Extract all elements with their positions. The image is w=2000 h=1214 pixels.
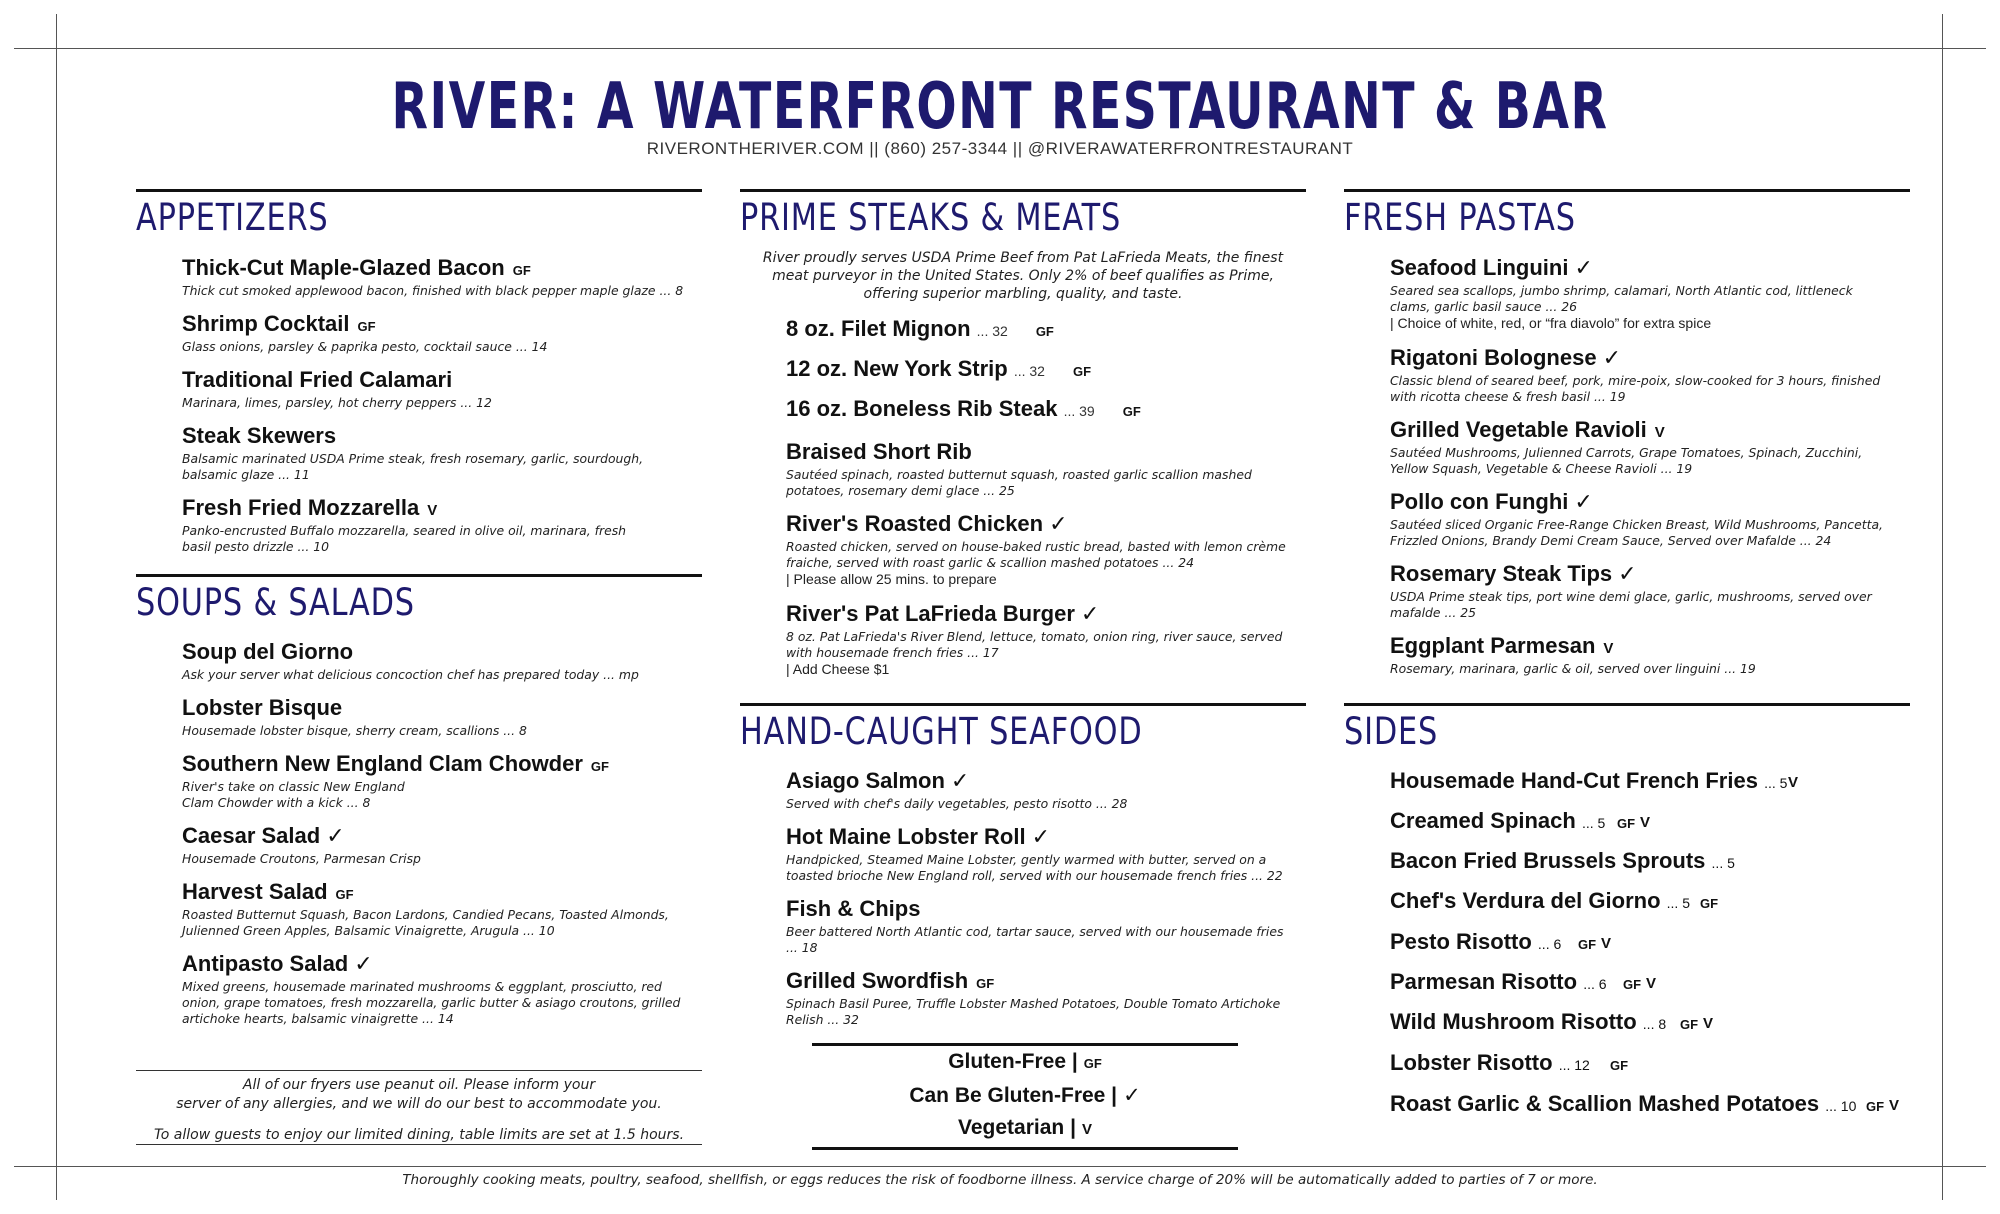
vegetarian-tag: V: [1081, 1121, 1092, 1138]
menu-item: [786, 356, 1286, 382]
item-name: Pollo con Funghi: [1390, 489, 1569, 514]
vegetarian-tag: V: [427, 502, 438, 519]
item-description: Roasted Butternut Squash, Bacon Lardons, Candied Pecans, Toasted Almonds, Julienned Green Apples, Balsamic Vinaigrette, Arugula ... 10: [182, 907, 669, 938]
side-item: [1390, 808, 1605, 834]
section-rule: [136, 574, 702, 577]
menu-item: [182, 311, 702, 355]
item-name: Grilled Vegetable Ravioli: [1390, 417, 1647, 442]
side-item: [1390, 929, 1561, 955]
crop-mark: [56, 14, 57, 1200]
item-name: Soup del Giorno: [182, 639, 354, 664]
item-name: Caesar Salad: [182, 823, 321, 848]
menu-item: [786, 824, 1286, 884]
vegetarian-tag: V: [1654, 424, 1665, 441]
gluten-free-tag: GF: [1610, 1058, 1629, 1073]
item-name: Asiago Salmon: [786, 768, 945, 793]
item-name: Lobster Bisque: [182, 695, 343, 720]
menu-item: [786, 316, 1286, 342]
menu-item: [1390, 633, 1895, 677]
item-description: Housemade lobster bisque, sherry cream, scallions ... 8: [182, 723, 527, 738]
item-description: Marinara, limes, parsley, hot cherry peppers ... 12: [182, 395, 492, 410]
side-item: [1390, 848, 1735, 874]
item-name: Pesto Risotto: [1390, 929, 1532, 954]
item-price: ... 32: [1013, 363, 1045, 379]
gluten-free-tag: GF: [1680, 1017, 1699, 1032]
vegetarian-tag: V: [1703, 1015, 1714, 1032]
gluten-free-tag: GF: [512, 263, 531, 278]
check-icon: ✓: [1080, 601, 1100, 626]
section-rule: [740, 189, 1306, 192]
side-item: [1390, 1091, 1856, 1117]
section-title-soups-salads: SOUPS & SALADS: [136, 581, 415, 624]
item-name: 8 oz. Filet Mignon: [786, 316, 971, 341]
gluten-free-tag: GF: [1083, 1056, 1102, 1071]
gluten-free-tag: GF: [1623, 977, 1642, 992]
divider: [136, 1144, 702, 1145]
legend-vegetarian: [812, 1116, 1238, 1140]
item-description: Served with chef's daily vegetables, pesto risotto ... 28: [786, 796, 1128, 811]
section-rule: [1344, 189, 1910, 192]
menu-item: [1390, 489, 1895, 549]
item-name: Thick-Cut Maple-Glazed Bacon: [182, 255, 505, 280]
item-description: Classic blend of seared beef, pork, mire-poix, slow-cooked for 3 hours, finished with ricotta cheese & fresh basil ... 19: [1390, 373, 1881, 404]
check-icon: ✓: [1049, 511, 1068, 536]
gluten-free-tag: GF: [1617, 816, 1636, 831]
item-name: Harvest Salad: [182, 879, 328, 904]
item-description: Seared sea scallops, jumbo shrimp, calamari, North Atlantic cod, littleneck clams, garlic basil sauce ... 26: [1390, 283, 1853, 314]
side-item: [1390, 1050, 1590, 1076]
check-icon: ✓: [354, 951, 373, 976]
menu-item: [182, 367, 702, 411]
item-name: Traditional Fried Calamari: [182, 367, 453, 392]
item-price: ... 6: [1537, 936, 1562, 952]
menu-item: [182, 495, 652, 555]
check-icon: ✓: [950, 768, 970, 793]
item-name: Grilled Swordfish: [786, 968, 969, 993]
section-rule: [1344, 703, 1910, 706]
vegetarian-tag: V: [1640, 814, 1651, 831]
vegetarian-tag: V: [1601, 935, 1612, 952]
check-icon: ✓: [1618, 561, 1637, 586]
item-description: Panko-encrusted Buffalo mozzarella, seared in olive oil, marinara, fresh basil pesto drizzle ... 10: [182, 523, 627, 554]
section-rule: [740, 703, 1306, 706]
crop-mark: [1942, 14, 1943, 1200]
section-rule: [136, 189, 702, 192]
item-description: Spinach Basil Puree, Truffle Lobster Mashed Potatoes, Double Tomato Artichoke Relish ... 32: [786, 996, 1281, 1027]
item-description: Thick cut smoked applewood bacon, finished with black pepper maple glaze ... 8: [182, 283, 684, 298]
section-title-seafood: HAND-CAUGHT SEAFOOD: [740, 710, 1143, 753]
item-name: Fresh Fried Mozzarella: [182, 495, 420, 520]
item-note: | Choice of white, red, or “fra diavolo” for extra spice: [1390, 315, 1712, 331]
menu-item: [786, 511, 1286, 588]
item-description: Ask your server what delicious concoction chef has prepared today ... mp: [182, 667, 639, 682]
menu-item: [182, 823, 702, 867]
menu-item: [1390, 417, 1895, 477]
item-name: Lobster Risotto: [1390, 1050, 1553, 1075]
legend-label: Vegetarian |: [958, 1116, 1076, 1139]
item-description: 8 oz. Pat LaFrieda's River Blend, lettuce, tomato, onion ring, river sauce, served with housemade french fries ... 17: [786, 629, 1283, 660]
beef-intro: River proudly serves USDA Prime Beef from Pat LaFrieda Meats, the finest meat purveyor in the United States. Only 2% of beef qualifies as Prime, offering superior marbling, quality, and taste.: [762, 250, 1284, 302]
item-price: ... 32: [976, 323, 1008, 339]
item-price: ... 5: [1711, 855, 1735, 871]
legend-rule: [812, 1043, 1238, 1046]
item-description: Housemade Croutons, Parmesan Crisp: [182, 851, 421, 866]
item-description: Balsamic marinated USDA Prime steak, fresh rosemary, garlic, sourdough, balsamic glaze ... 11: [182, 451, 644, 482]
item-description: Sautéed sliced Organic Free-Range Chicken Breast, Wild Mushrooms, Pancetta, Frizzled Onions, Brandy Demi Cream Sauce, Served over Mafalde ... 24: [1390, 517, 1883, 548]
gluten-free-tag: GF: [1578, 937, 1597, 952]
item-name: Chef's Verdura del Giorno: [1390, 888, 1661, 913]
item-name: Antipasto Salad: [182, 951, 349, 976]
check-icon: ✓: [1123, 1084, 1141, 1107]
menu-item: [786, 768, 1286, 812]
legend-rule: [812, 1147, 1238, 1150]
item-note: | Please allow 25 mins. to prepare: [786, 571, 997, 587]
menu-item: [182, 879, 682, 939]
menu-item: [182, 751, 609, 811]
item-name: River's Pat LaFrieda Burger: [786, 601, 1075, 626]
gluten-free-tag: GF: [590, 759, 609, 774]
legend-label: Gluten-Free |: [948, 1050, 1078, 1073]
item-name: Creamed Spinach: [1390, 808, 1576, 833]
menu-item: [786, 896, 1286, 956]
item-price: ... 10: [1825, 1098, 1857, 1114]
menu-item: [786, 396, 1286, 422]
divider: [136, 1070, 702, 1071]
gluten-free-tag: GF: [1866, 1099, 1885, 1114]
gluten-free-tag: GF: [335, 887, 354, 902]
menu-item: [1390, 345, 1895, 405]
item-description: Sautéed spinach, roasted butternut squash, roasted garlic scallion mashed potatoes, rosemary demi glace ... 25: [786, 467, 1252, 498]
menu-item: [786, 439, 1286, 499]
section-title-appetizers: APPETIZERS: [136, 196, 329, 239]
menu-item: [1390, 561, 1895, 621]
vegetarian-tag: V: [1889, 1097, 1900, 1114]
item-name: Parmesan Risotto: [1390, 969, 1578, 994]
item-price: ... 5: [1764, 775, 1788, 791]
side-item: [1390, 1009, 1666, 1035]
item-note: | Add Cheese $1: [786, 661, 890, 677]
legend-can-be-gluten-free: [812, 1083, 1238, 1108]
allergy-note: [136, 1076, 702, 1145]
menu-item: [786, 968, 1286, 1028]
gluten-free-tag: GF: [1700, 896, 1719, 911]
item-description: Handpicked, Steamed Maine Lobster, gently warmed with butter, served on a toasted brioche New England roll, served with our housemade french fries ... 22: [786, 852, 1283, 883]
check-icon: ✓: [1574, 255, 1593, 280]
item-name: Rigatoni Bolognese: [1390, 345, 1597, 370]
check-icon: ✓: [1574, 489, 1593, 514]
crop-mark: [14, 1166, 1986, 1167]
item-name: Eggplant Parmesan: [1390, 633, 1596, 658]
item-name: Rosemary Steak Tips: [1390, 561, 1613, 586]
gluten-free-tag: GF: [357, 319, 376, 334]
item-name: Seafood Linguini: [1390, 255, 1569, 280]
item-price: ... 6: [1583, 976, 1607, 992]
item-name: Housemade Hand-Cut French Fries: [1390, 768, 1758, 793]
section-title-fresh-pastas: FRESH PASTAS: [1344, 196, 1576, 239]
item-description: Beer battered North Atlantic cod, tartar sauce, served with our housemade fries ... 18: [786, 924, 1284, 955]
item-name: Steak Skewers: [182, 423, 337, 448]
item-name: Roast Garlic & Scallion Mashed Potatoes: [1390, 1091, 1820, 1116]
item-name: River's Roasted Chicken: [786, 511, 1044, 536]
check-icon: ✓: [1031, 824, 1050, 849]
menu-item: [182, 255, 702, 299]
item-name: Bacon Fried Brussels Sprouts: [1390, 848, 1706, 873]
allergy-note-line: server of any allergies, and we will do our best to accommodate you.: [176, 1096, 662, 1112]
check-icon: ✓: [1602, 345, 1621, 370]
item-name: Shrimp Cocktail: [182, 311, 350, 336]
item-name: Southern New England Clam Chowder: [182, 751, 583, 776]
side-item: [1390, 888, 1690, 914]
table-limit-note: To allow guests to enjoy our limited dining, table limits are set at 1.5 hours.: [153, 1127, 685, 1143]
legend-gluten-free: [812, 1050, 1238, 1074]
item-description: Mixed greens, housemade marinated mushrooms & eggplant, prosciutto, red onion, grape tomatoes, fresh mozzarella, garlic butter & asiago croutons, grilled artichoke hearts, balsamic vinaigrette ... 14: [182, 979, 681, 1026]
item-price: ... 8: [1642, 1016, 1667, 1032]
footer-disclaimer: Thoroughly cooking meats, poultry, seafood, shellfish, or eggs reduces the risk of foodborne illness. A service charge of 20% will be automatically added to parties of 7 or more.: [402, 1172, 1598, 1188]
menu-item: [182, 695, 702, 739]
menu-item: [1390, 255, 1895, 332]
gluten-free-tag: GF: [976, 976, 995, 991]
section-title-sides: SIDES: [1344, 710, 1439, 753]
item-name: Braised Short Rib: [786, 439, 972, 464]
item-name: Fish & Chips: [786, 896, 921, 921]
item-name: Hot Maine Lobster Roll: [786, 824, 1026, 849]
allergy-note-line: All of our fryers use peanut oil. Please inform your: [242, 1077, 596, 1093]
section-title-prime-steaks: PRIME STEAKS & MEATS: [740, 196, 1122, 239]
contact-info: RIVERONTHERIVER.COM || (860) 257-3344 || @RIVERAWATERFRONTRESTAURANT: [646, 139, 1354, 158]
legend-label: Can Be Gluten-Free |: [909, 1084, 1118, 1107]
item-description: Sautéed Mushrooms, Julienned Carrots, Grape Tomatoes, Spinach, Zucchini, Yellow Squash, Vegetable & Cheese Ravioli ... 19: [1390, 445, 1863, 476]
side-item: [1390, 969, 1607, 995]
item-price: ... 39: [1063, 403, 1095, 419]
crop-mark: [14, 48, 1986, 49]
vegetarian-tag: V: [1603, 640, 1614, 657]
gluten-free-tag: GF: [1122, 404, 1141, 419]
item-price: ... 12: [1558, 1057, 1590, 1073]
page-title: RIVER: A WATERFRONT RESTAURANT & BAR: [391, 70, 1609, 144]
vegetarian-tag: V: [1646, 975, 1657, 992]
item-description: Rosemary, marinara, garlic & oil, served over linguini ... 19: [1390, 661, 1756, 676]
item-name: 12 oz. New York Strip: [786, 356, 1008, 381]
menu-item: [182, 423, 652, 483]
item-description: USDA Prime steak tips, port wine demi glace, garlic, mushrooms, served over mafalde ... 25: [1390, 589, 1872, 620]
item-description: River's take on classic New England Clam Chowder with a kick ... 8: [182, 779, 405, 810]
check-icon: ✓: [326, 823, 345, 848]
menu-item: [786, 601, 1286, 678]
menu-item: [182, 951, 682, 1027]
item-price: ... 5: [1581, 815, 1606, 831]
vegetarian-tag: V: [1788, 774, 1799, 791]
gluten-free-tag: GF: [1035, 324, 1054, 339]
side-item: [1390, 768, 1787, 794]
item-name: 16 oz. Boneless Rib Steak: [786, 396, 1058, 421]
gluten-free-tag: GF: [1072, 364, 1092, 379]
item-price: ... 5: [1666, 895, 1690, 911]
item-description: Roasted chicken, served on house-baked rustic bread, basted with lemon crème fraiche, served with roast garlic & scallion mashed potatoes ... 24: [786, 539, 1286, 570]
item-name: Wild Mushroom Risotto: [1390, 1009, 1637, 1034]
item-description: Glass onions, parsley & paprika pesto, cocktail sauce ... 14: [182, 339, 548, 354]
menu-item: [182, 639, 702, 683]
